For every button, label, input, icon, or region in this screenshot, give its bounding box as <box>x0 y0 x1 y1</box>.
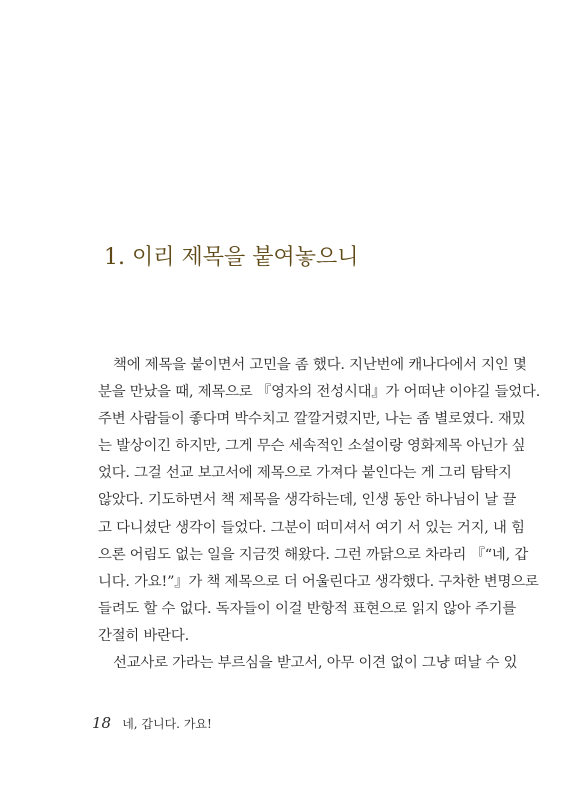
text-line: 책에 제목을 붙이면서 고민을 좀 했다. 지난번에 캐나다에서 지인 몇 <box>113 357 527 373</box>
text-line: 으론 어림도 없는 일을 지금껏 해왔다. 그런 까닭으로 차라리 『“네, 갑 <box>98 546 529 563</box>
text-line: 주변 사람들이 좋다며 박수치고 깔깔거렸지만, 나는 좀 별로였다. 재밌 <box>98 411 526 428</box>
body-text <box>98 352 541 677</box>
text-line: 간절히 바란다. <box>98 627 189 644</box>
text-line: 선교사로 가라는 부르심을 받고서, 아무 이견 없이 그냥 떠날 수 있 <box>113 655 518 672</box>
page-number: 18 <box>92 714 112 732</box>
chapter-title: 1. 이리 제목을 붙여놓으니 <box>104 245 359 270</box>
running-head: 네, 갑니다. 가요! <box>122 717 212 731</box>
text-line: 분을 만났을 때, 제목으로 『영자의 전성시대』가 어떠냔 이야길 들었다. <box>98 384 541 401</box>
text-line: 고 다니셨단 생각이 들었다. 그분이 떠미셔서 여기 서 있는 거지, 내 힘 <box>98 519 525 536</box>
text-line: 않았다. 기도하면서 책 제목을 생각하는데, 인생 동안 하나님이 날 끌 <box>98 492 517 509</box>
page-footer <box>92 713 212 732</box>
text-line: 었다. 그걸 선교 보고서에 제목으로 가져다 붙인다는 게 그리 탐탁지 <box>98 465 512 482</box>
text-line: 니다. 가요!”』가 책 제목으로 더 어울린다고 생각했다. 구차한 변명으로 <box>98 573 539 590</box>
text-line: 는 발상이긴 하지만, 그게 무슨 세속적인 소설이랑 영화제목 아닌가 싶 <box>98 438 526 455</box>
text-line: 들려도 할 수 없다. 독자들이 이걸 반항적 표현으로 읽지 않아 주기를 <box>98 600 517 617</box>
